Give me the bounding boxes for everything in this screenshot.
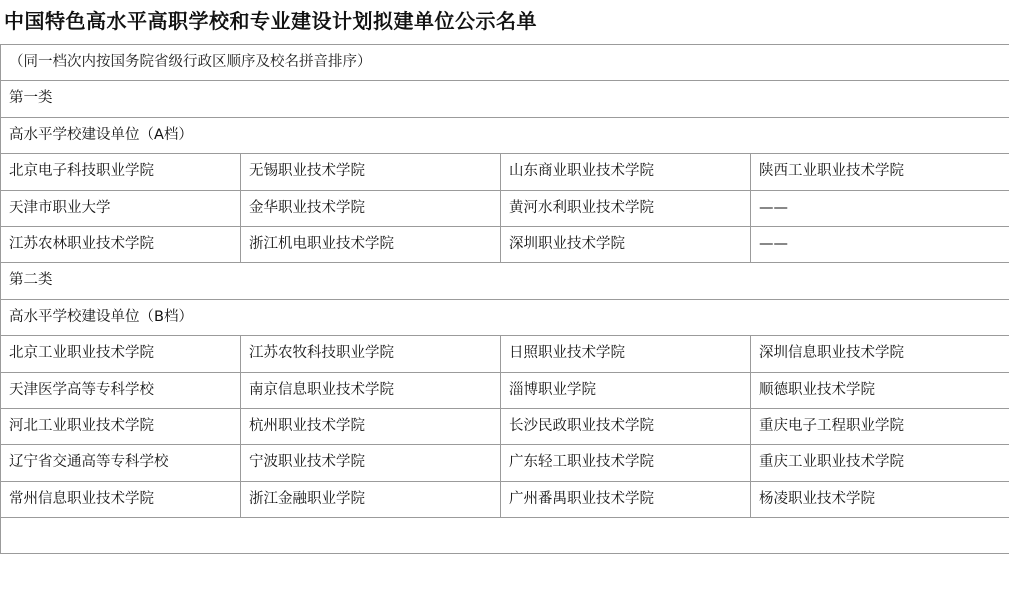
table-row	[1, 117, 1009, 153]
schools-table	[0, 44, 1009, 554]
school-cell: 日照职业技术学院	[501, 336, 751, 372]
table-row	[1, 299, 1009, 335]
table-row	[1, 408, 1009, 444]
subhead-label-2: 高水平学校建设单位（B档）	[1, 299, 1009, 335]
page-title: 中国特色高水平高职学校和专业建设计划拟建单位公示名单	[4, 9, 537, 33]
school-cell: 广州番禺职业技术学院	[501, 481, 751, 517]
school-cell: 江苏农林职业技术学院	[1, 226, 241, 262]
table-row	[1, 81, 1009, 117]
table-body	[1, 45, 1009, 554]
table-row	[1, 45, 1009, 81]
table-row	[1, 481, 1009, 517]
school-cell: 重庆电子工程职业学院	[751, 408, 1009, 444]
table-row	[1, 518, 1009, 554]
school-cell: 浙江金融职业学院	[241, 481, 501, 517]
school-cell: 杨凌职业技术学院	[751, 481, 1009, 517]
category-label-1: 第一类	[1, 81, 1009, 117]
school-cell: 广东轻工职业技术学院	[501, 445, 751, 481]
school-cell: 天津医学高等专科学校	[1, 372, 241, 408]
table-row	[1, 190, 1009, 226]
table-row	[1, 336, 1009, 372]
school-cell: 顺德职业技术学院	[751, 372, 1009, 408]
school-cell: 杭州职业技术学院	[241, 408, 501, 444]
school-cell: 淄博职业学院	[501, 372, 751, 408]
school-cell: 深圳信息职业技术学院	[751, 336, 1009, 372]
school-cell: 河北工业职业技术学院	[1, 408, 241, 444]
school-cell: 山东商业职业技术学院	[501, 154, 751, 190]
school-cell: ——	[751, 226, 1009, 262]
table-row	[1, 445, 1009, 481]
school-cell: 常州信息职业技术学院	[1, 481, 241, 517]
table-row	[1, 154, 1009, 190]
school-cell: 浙江机电职业技术学院	[241, 226, 501, 262]
school-cell: 江苏农牧科技职业学院	[241, 336, 501, 372]
school-cell: 无锡职业技术学院	[241, 154, 501, 190]
school-cell: 辽宁省交通高等专科学校	[1, 445, 241, 481]
school-cell: 宁波职业技术学院	[241, 445, 501, 481]
school-cell: ——	[751, 190, 1009, 226]
school-cell: 陕西工业职业技术学院	[751, 154, 1009, 190]
school-cell: 北京工业职业技术学院	[1, 336, 241, 372]
school-cell: 长沙民政职业技术学院	[501, 408, 751, 444]
table-row	[1, 263, 1009, 299]
category-label-2: 第二类	[1, 263, 1009, 299]
school-cell: 黄河水利职业技术学院	[501, 190, 751, 226]
school-cell: 重庆工业职业技术学院	[751, 445, 1009, 481]
school-cell: 天津市职业大学	[1, 190, 241, 226]
school-cell: 南京信息职业技术学院	[241, 372, 501, 408]
school-cell: 深圳职业技术学院	[501, 226, 751, 262]
partial-row	[1, 518, 1009, 554]
table-row	[1, 226, 1009, 262]
subhead-label-1: 高水平学校建设单位（A档）	[1, 117, 1009, 153]
table-row	[1, 372, 1009, 408]
sorting-note: （同一档次内按国务院省级行政区顺序及校名拼音排序）	[1, 45, 1009, 81]
school-cell: 金华职业技术学院	[241, 190, 501, 226]
school-cell: 北京电子科技职业学院	[1, 154, 241, 190]
